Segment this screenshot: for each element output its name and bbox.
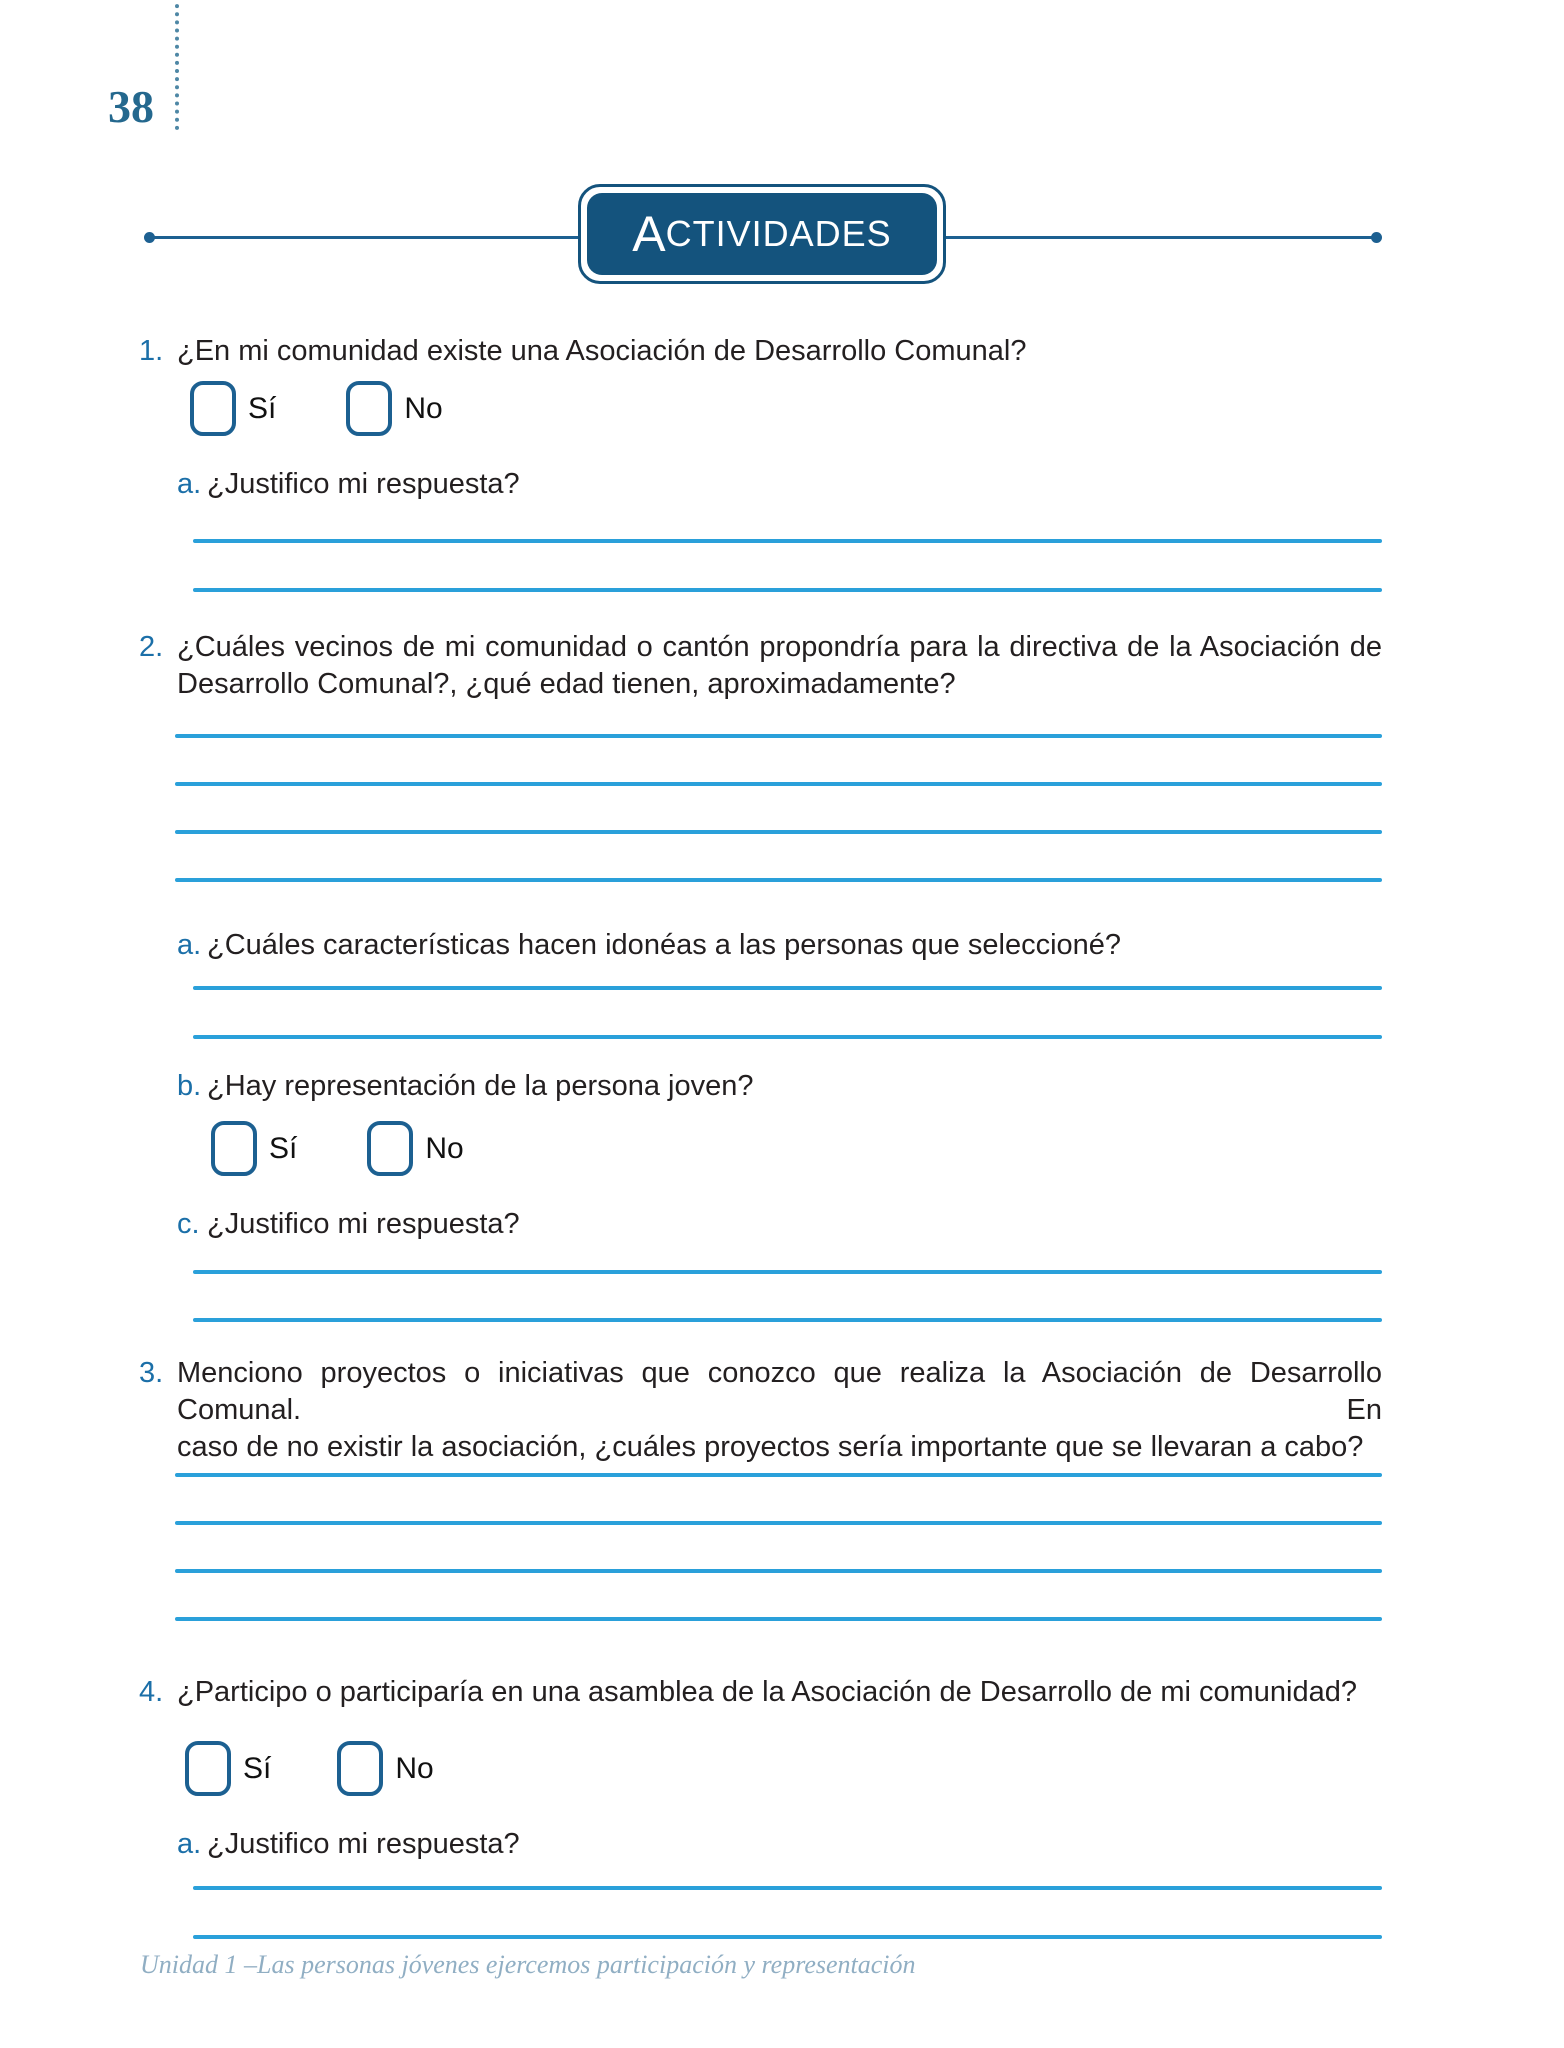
- question-1-yes-label: Sí: [248, 391, 277, 425]
- answer-line[interactable]: [175, 734, 1382, 738]
- answer-line[interactable]: [175, 830, 1382, 834]
- question-2-number: 2.: [139, 631, 164, 663]
- question-2b-text: ¿Hay representación de la persona joven?: [207, 1070, 754, 1102]
- question-1a-letter: a.: [177, 468, 202, 500]
- question-2-text-line2: Desarrollo Comunal?, ¿qué edad tienen, aproximadamente?: [177, 668, 956, 700]
- question-1-number: 1.: [139, 335, 164, 367]
- question-2: [0, 629, 1564, 709]
- header-rule-right-dot: [1371, 232, 1382, 243]
- question-2a: [0, 927, 1564, 967]
- question-2b: [0, 1068, 1564, 1108]
- question-3: [0, 1355, 1564, 1463]
- question-2a-letter: a.: [177, 929, 202, 961]
- answer-line[interactable]: [193, 1270, 1382, 1274]
- question-4-yes-checkbox[interactable]: [185, 1741, 231, 1796]
- question-1a-text: ¿Justifico mi respuesta?: [207, 468, 520, 500]
- answer-line[interactable]: [175, 878, 1382, 882]
- question-3-text-line1: Menciono proyectos o iniciativas que conozco que realiza la Asociación de Desarrollo Comunal. En: [177, 1357, 1382, 1426]
- question-2a-text: ¿Cuáles características hacen idonéas a las personas que seleccioné?: [207, 929, 1122, 961]
- question-1-text: ¿En mi comunidad existe una Asociación de Desarrollo Comunal?: [177, 335, 1027, 367]
- question-3-text-line2: caso de no existir la asociación, ¿cuáles proyectos sería importante que se llevaran a cabo?: [177, 1431, 1364, 1463]
- answer-line[interactable]: [175, 1617, 1382, 1621]
- question-4a: [0, 1826, 1564, 1866]
- activities-banner: [578, 184, 946, 284]
- question-1-no-label: No: [404, 391, 443, 425]
- question-4: [0, 1674, 1564, 1714]
- dotted-margin-rule: [175, 0, 179, 130]
- question-4-no-checkbox[interactable]: [337, 1741, 383, 1796]
- question-1-no-checkbox[interactable]: [346, 381, 392, 436]
- activities-banner-title: [587, 193, 937, 275]
- question-2b-no-checkbox[interactable]: [367, 1121, 413, 1176]
- question-3-number: 3.: [139, 1357, 164, 1389]
- answer-line[interactable]: [193, 1886, 1382, 1890]
- question-4-no-label: No: [395, 1751, 434, 1785]
- answer-line[interactable]: [175, 1473, 1382, 1477]
- answer-line[interactable]: [175, 782, 1382, 786]
- answer-line[interactable]: [193, 539, 1382, 543]
- answer-line[interactable]: [193, 1318, 1382, 1322]
- question-1-yes-checkbox[interactable]: [190, 381, 236, 436]
- answer-line[interactable]: [175, 1521, 1382, 1525]
- answer-line[interactable]: [193, 986, 1382, 990]
- question-2c: [0, 1206, 1564, 1246]
- question-2b-yes-checkbox[interactable]: [211, 1121, 257, 1176]
- question-4-options: [185, 1741, 434, 1796]
- page-number: 38: [108, 81, 154, 132]
- question-2b-yes-label: Sí: [269, 1131, 298, 1165]
- question-4-text: ¿Participo o participaría en una asamblea de la Asociación de Desarrollo de mi comunidad?: [177, 1676, 1357, 1708]
- banner-title-rest: CTIVIDADES: [665, 213, 892, 254]
- question-4-yes-label: Sí: [243, 1751, 272, 1785]
- question-2c-letter: c.: [177, 1208, 200, 1240]
- question-1-options: [190, 381, 443, 436]
- question-4a-letter: a.: [177, 1828, 202, 1860]
- answer-line[interactable]: [175, 1569, 1382, 1573]
- banner-title-initial: A: [632, 206, 666, 262]
- question-4-number: 4.: [139, 1676, 164, 1708]
- answer-line[interactable]: [193, 1935, 1382, 1939]
- answer-line[interactable]: [193, 1035, 1382, 1039]
- question-2b-options: [211, 1121, 464, 1176]
- question-1: [0, 333, 1564, 373]
- question-1a: [0, 466, 1564, 506]
- answer-line[interactable]: [193, 588, 1382, 592]
- question-2b-no-label: No: [425, 1131, 464, 1165]
- question-4a-text: ¿Justifico mi respuesta?: [207, 1828, 520, 1860]
- footer-unit-title: Unidad 1 –Las personas jóvenes ejercemos participación y representación: [140, 1950, 916, 1979]
- question-2b-letter: b.: [177, 1070, 202, 1102]
- header-rule-left-dot: [144, 232, 155, 243]
- question-2c-text: ¿Justifico mi respuesta?: [207, 1208, 520, 1240]
- question-2-text-line1: ¿Cuáles vecinos de mi comunidad o cantón propondría para la directiva de la Asociación de: [177, 631, 1382, 663]
